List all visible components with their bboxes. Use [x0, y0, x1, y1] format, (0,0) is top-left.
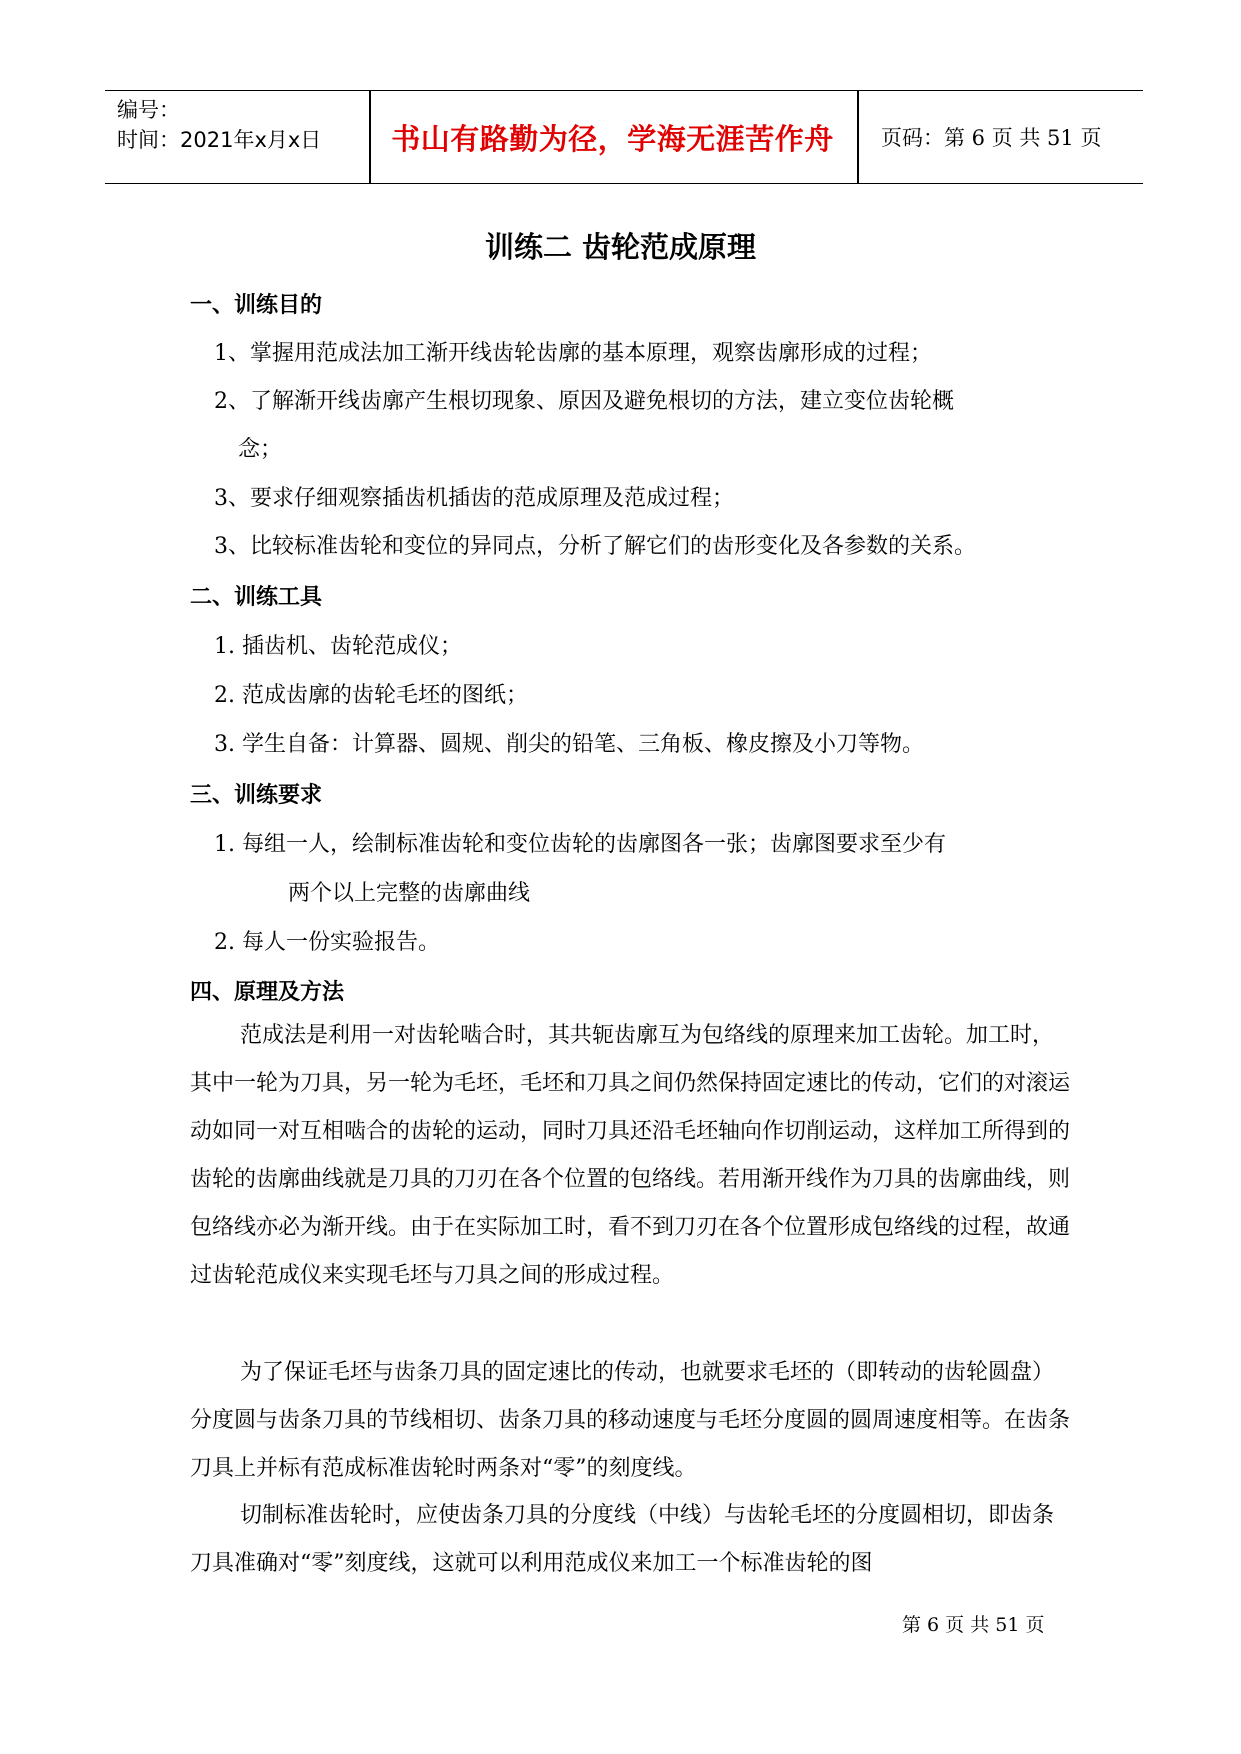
section-heading-tools: 二、训练工具	[190, 585, 323, 610]
list-item: 2、了解渐开线齿廓产生根切现象、原因及避免根切的方法，建立变位齿轮概	[214, 389, 954, 414]
paragraph-text: 为了保证毛坯与齿条刀具的固定速比的传动，也就要求毛坯的（即转动的齿轮圆盘）分度圆与齿条刀具的节线相切、齿条刀具的移动速度与毛坯分度圆的圆周速度相等。在齿条刀具上并标有范成标准齿轮时两条对“零”的刻度线。	[190, 1360, 1071, 1481]
paragraph	[190, 1349, 1070, 1493]
document-title: 训练二 齿轮范成原理	[484, 230, 757, 264]
list-item: 1. 插齿机、齿轮范成仪；	[214, 634, 462, 659]
header-page-info: 页码：第 6 页 共 51 页	[881, 126, 1102, 150]
list-item: 1、掌握用范成法加工渐开线齿轮齿廓的基本原理，观察齿廓形成的过程；	[214, 341, 932, 366]
paragraph	[190, 1492, 1070, 1588]
list-item: 两个以上完整的齿廓曲线	[288, 881, 531, 906]
header-motto: 书山有路勤为径，学海无涯苦作舟	[391, 121, 834, 156]
list-item: 3、要求仔细观察插齿机插齿的范成原理及范成过程；	[214, 486, 734, 511]
header-divider	[857, 91, 859, 183]
page-header	[105, 90, 1143, 184]
section-heading-requirements: 三、训练要求	[190, 783, 323, 808]
section-heading-purpose: 一、训练目的	[190, 293, 323, 318]
serial-label: 编号：	[117, 98, 180, 122]
list-item: 3、比较标准齿轮和变位的异同点，分析了解它们的齿形变化及各参数的关系。	[214, 534, 976, 559]
time-label: 时间：2021年x月x日	[117, 128, 322, 152]
list-item: 1. 每组一人，绘制标准齿轮和变位齿轮的齿廓图各一张；齿廓图要求至少有	[214, 832, 946, 857]
paragraph-text: 切制标准齿轮时，应使齿条刀具的分度线（中线）与齿轮毛坯的分度圆相切，即齿条刀具准确对“零”刻度线，这就可以利用范成仪来加工一个标准齿轮的图	[190, 1503, 1055, 1576]
header-left	[117, 95, 321, 155]
page-footer: 第 6 页 共 51 页	[902, 1614, 1045, 1636]
paragraph-text: 范成法是利用一对齿轮啮合时，其共轭齿廓互为包络线的原理来加工齿轮。加工时，其中一轮为刀具，另一轮为毛坯，毛坯和刀具之间仍然保持固定速比的传动，它们的对滚运动如同一对互相啮合的齿轮的运动，同时刀具还沿毛坯轴向作切削运动，这样加工所得到的齿轮的齿廓曲线就是刀具的刀刃在各个位置的包络线。若用渐开线作为刀具的齿廓曲线，则包络线亦必为渐开线。由于在实际加工时，看不到刀刃在各个位置形成包络线的过程，故通过齿轮范成仪来实现毛坯与刀具之间的形成过程。	[190, 1023, 1071, 1288]
list-item: 念；	[238, 437, 283, 462]
paragraph	[190, 1012, 1070, 1300]
list-item: 2. 每人一份实验报告。	[214, 930, 440, 955]
section-heading-principle: 四、原理及方法	[190, 980, 345, 1005]
list-item: 2. 范成齿廓的齿轮毛坯的图纸；	[214, 683, 528, 708]
list-item: 3. 学生自备：计算器、圆规、削尖的铅笔、三角板、橡皮擦及小刀等物。	[214, 732, 924, 757]
